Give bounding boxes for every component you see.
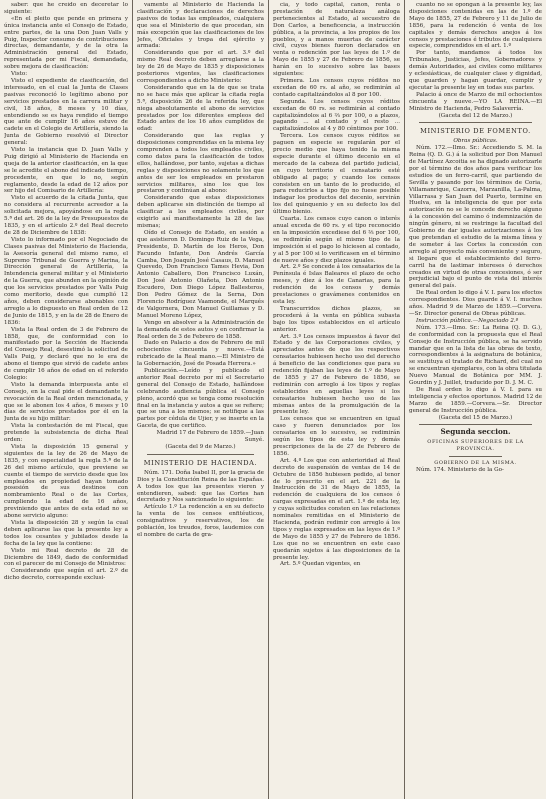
paragraph: Vista la contestación de mi Fiscal, que pretende la subsistencia de dicha Real orden: xyxy=(4,423,128,444)
column-divider xyxy=(404,0,405,799)
paragraph: Los censos que se encuentren en igual caso y fueren denunciados por los censatarios en lo sucesivo, se redimirán según los tipos de esta ley y demás prescripciones de la de 27 de Febrero de 1856. xyxy=(273,416,400,457)
paragraph: Art. 5.º Quedan vigentes, en xyxy=(280,561,361,568)
paragraph: Núm. 173.—Ilmo. Sr.: La Reina (Q. D. G.), de conformidad con la propuesta que el Real Consejo de Instrucción pública, se ha servido mandar que en la lista de las obras de texto, correspondientes á la asignatura de botánica, se sustituya el tratado de Richard, del cual no se encuentran ejemplares, con la obra titulada Nuevo Manual de Botánica por MM. J. Gourdin y J. Juillet, traducido por D. J. M. C. xyxy=(409,324,542,387)
subheading: Obras públicas. xyxy=(453,138,498,145)
text-column-2 xyxy=(137,2,264,795)
paragraph: Art. 4.º Los que con anterioridad al Real decreto de suspensión de ventas de 14 de Octubre de 1856 hubiesen pedido, al tenor de lo prescrito en el art. 221 de la Instrucción de 31 de Mayo de 1855, la redención de cualquiera de los censos ó cargas expresadas en el art. 1.º de esta ley, y cuyas solicitudes consten en las relaciones nominales remitidas en el Ministerio de Hacienda, podrán redimir con arreglo á los tipos y reglas expresados en las leyes de 1.º de Mayo de 1855 y 27 de Febrero de 1856. Los que no se encuentren en este caso quedarán sujetos á las disposiciones de la presente ley. xyxy=(273,457,400,561)
paragraph: Visto lo informado por el Negociado de Clases pasivas del Ministerio de Hacienda, la Asesoría general del mismo ramo, el Supremo Tribunal de Guerra y Marina, la Dirección general de Artillería, la Intendencia general militar y el Ministerio de la Guerra, que abunden en la opinión de que los servicios prestados por Valls Puig como meritorio, desde que cumplió 12 años, deben considerarse abonables con arreglo a lo dispuesto en Real orden de 12 de Junio de 1815, y en la de 28 de Enero de 1836: xyxy=(4,236,128,326)
paragraph: Considerando que según el art. 2.º de dicho decreto, corresponde exclusi- xyxy=(4,568,128,582)
paragraph: Transcurridos dichos plazos, se procederá á la venta en pública subasta bajo los tipos establecidos en el artículo anterior. xyxy=(273,305,400,333)
paragraph: Cuarta. Los censos cuyo canon o interés anual exceda de 60 rs. y el tipo reconocido en la imposición excediese del 6 ⅔ por 100, se redimirán según el mismo tipo de la imposición si el pago lo hiciesen al contado, y al 5 por 100 si lo verificasen en el término de nueve años y diez plazos iguales. xyxy=(273,216,400,264)
paragraph: Núm. 174. Ministerio de la Go- xyxy=(416,467,504,474)
paragraph: Oído el Consejo de Estado, en sesión a que asistieron D. Domingo Ruiz de la Vega, Presidente, D. Martín de los Heros, Don Facundo Infante, Don Andrés García Camba, Don Joaquín José Casaus, D. Manuel Quevedo, Don Francisco Tames Hevia, Don Antonio Caballero, Don Francisco Luxán, Don José Antonio Olañeta, Don Antonio Escudero, Don Diego López Ballesteros, Don Pedro Gómez de la Serna, Don Florencio Rodríguez Vaamonde, el Marqués de Valgornera, Don Manuel Guillamas y D. Manuel Moreno López, xyxy=(137,229,264,319)
paragraph: Art. 2.º Se concede á los censatarios de la Península é Islas Baleares el plazo de ocho meses, y diez á los de Canarias, para la redención de los censos y demás prestaciones o gravámenes contenidos en esta ley. xyxy=(273,264,400,305)
paragraph: Considerando que estas disposiciones deben aplicarse sin distinción de tiempo al clasificar a los empleados civiles, por exigirlo así manifiestamente la 28 de las mismas; xyxy=(137,195,264,229)
paragraph: saber: que he creído en deceretar lo siguiente: xyxy=(4,2,128,15)
paragraph: Art. 3.º Los censos impuestos á favor del Estado y de las Corporaciones civiles, y apreciados antes de que los respectivos censatarios hubiesen hecho uso del derecho á beneficio de las condiciones que para su redención fijaban las leyes de 1.º de Mayo de 1855 y 27 de Febrero de 1856, se redimirán con arreglo á los tipos y reglas establecidos en aquellas leyes si los censatarios hubiesen hecho uso de las mismas antes de la promulgación de la presente ley. xyxy=(273,333,400,416)
paragraph: Dado en Palacio a dos de Febrero de mil ochocientos cincuenta y nueve.—Está rubricado de la Real mano.—El Ministro de la Gobernación, José de Posada Herrera.» xyxy=(137,340,264,368)
section-heading: Segunda seccion. xyxy=(440,427,511,437)
paragraph: Vengo en absolver a la Administración de la demanda de estos autos y en confirmar la Real orden de 3 de Febrero de 1858. xyxy=(137,319,264,340)
section-rule xyxy=(147,454,254,455)
paragraph: Núm. 172.—Ilmo. Sr.: Accediendo S. M. la Reina (Q. D. G.) á la solicitud por Don Manuel de Martínez Azcoitia se ha dignado autorizarle por el término de dos años para verificar los estudios de un ferro-carril, que partiendo de Sevilla y pasando por los términos de Coria, Villamanrique, Cazorra, Marzanilla, La-Palma, Villarrasa y San Juan del Puerto, termine en Huelva, en la inteligencia de que por esta autorización no se le concede derecho alguno á la concesión del camino ó indemnización de ningún género, ni se restringe la facultad del Gobierno de dar iguales autorizaciones á los que pretendan el estudio de la misma línea y de someter á las Cortes la concesión con arreglo al proyecto más conveniente y seguro, si llegare que el establecimiento del ferro-carril ha de lastimar intereses ó derechos creados en virtud de otras concesiones, ó ser perjudicial bajo el punto de vista del interés general del país. xyxy=(409,145,542,290)
paragraph: «En el pleito que pende en primera y única instancia ante el Consejo de Estado, entre partes, de la una Don Juan Valls y Puig, Inspector consumo de contribuciones directas, demandante, y de la otra la Administración general del Estado, representada por mi Fiscal, demandada, sobre mejora de clasificación: xyxy=(4,15,128,71)
section-rule xyxy=(419,424,532,425)
paragraph: Núm. 171. Doña Isabel II, por la gracia de Dios y la Constitución Reina de las Españas. A todos los que las presentes vieren y entendieren, sabed: que las Cortes han decretado y Nos sancionado lo siguiente: xyxy=(137,469,264,504)
paragraph: De Real orden lo digo á V. I. para los efectos correspondientes. Dios guarde á V. I. muchos años. Madrid 9 de Marzo de 1859.—Corvera.—Sr. Director general de Obras públicas. xyxy=(409,290,542,317)
section-subheading: OFICINAS SUPERIORES DE LA PROVINCIA. xyxy=(427,439,524,453)
paragraph: Considerando que las reglas y disposiciones comprendidas en la misma ley comprenden a todos los empleados civiles, como datos para la clasificación de todos ellos, hallándose, por tanto, sujetas a dichas reglas y disposiciones no solamente los que antes de ser los empleados en prestaron servicios militares, sino los que los prestaron y continúan al abono: xyxy=(137,133,264,195)
section-rule xyxy=(449,456,502,457)
paragraph: Publicación.—Leído y publicado el anterior Real decreto por mí el Secretario general del Consejo de Estado, hallándose celebrando audiencia pública el Consejo pleno, acordó que se tenga como resolución final en la instancia y autos a que se refiere; que se una a los mismos; se notifique a las partes por cédula de Ujier, y se inserte en la Gaceta, de que certifico. xyxy=(137,368,264,430)
paragraph: Considerando que en la de que se trata no se hace más que aplicar la citada regla 5.ª, disposición 26 de la referida ley, que niega absolutamente el abono de servicios prestados por los diferentes empleos del Estado antes de los 16 años cumplidos de edad: xyxy=(137,84,264,133)
gazette-date-note: (Gaceta del 12 de Marzo.) xyxy=(438,112,513,119)
paragraph: Visto mi Real decreto de 28 de Diciembre de 1849, dado de conformidad con el parecer de mi Consejo de Ministros: xyxy=(4,547,128,568)
paragraph: Segunda. Los censos cuyos réditos excedan de 60 rs. se redimirán al contado capitalizándolos al 6 ⅔ por 100, o a plazos, pagando ... al contado y el resto ... capitalizándolos al 4 y 80 céntimos por 100. xyxy=(273,98,400,133)
paragraph: cuanto no se opongan á la presente ley, las disposiciones contenidas en las de 1.º de Mayo de 1855, 27 de Febrero y 11 de Julio de 1856, para la redención ó venta de los capitales y demás derechos anejos á los censos y prestaciones é tributos de cualquiera especie, comprendidos en el art. 1.º xyxy=(409,2,542,50)
paragraph: Vista la Real orden de 3 de Febrero de 1858, que, de conformidad con lo manifestado por la Sección de Hacienda del Consejo Real, desestimó la solicitud de Valls Puig, y declaró que no le era de abono el tiempo que sirvió de cadete antes de cumplir 16 años de edad en el referido Colegio: xyxy=(4,326,128,381)
gazette-date-note: (Gaceta del 15 de Marzo.) xyxy=(438,414,513,421)
paragraph: vamente al Ministerio de Hacienda la clasificación y declaraciones de derechos pasivos de todas las empleados, cualquiera que sea el Ministerio de que procedan, sin más excepción que las clasificaciones de los Jefes, Oficiales y tropa del ejército y armada: xyxy=(137,2,264,50)
paragraph: Visto la demanda interpuesta ante el Consejo, en la cual pide el demandante la revocación de la Real orden mencionada, y que se le abonen los 4 años, 6 meses y 10 días de servicios prestados por él en la Junta de su hijo militar: xyxy=(4,381,128,423)
paragraph: Primera. Los censos cuyos réditos no excedan de 60 rs. al año, se redimirán al contado capitalizándolos al 8 por 100. xyxy=(273,77,400,98)
paragraph: Vista la disposición 15 general y siguientes de la ley de 26 de Mayo de 1835, y con especialidad la regla 5.ª de la 26 del mismo artículo, que previene se cuente el tiempo de servicio desde que los empleados en propiedad hayan tomado posesión de sus destinos con nombramiento Real o de las Cortes, cumpliendo la edad de 16 años, previniendo que antes de esta edad no se abone servicio alguno: xyxy=(4,444,128,520)
subheading: Instrucción pública.—Negociado 2.º xyxy=(416,317,519,324)
ministry-heading: MINISTERIO DE FOMENTO. xyxy=(420,127,531,136)
paragraph: Visto la instancia que D. Juan Valls y Puig dirigió al Ministerio de Hacienda en queja de la anterior clasificación, en la que se le acredite el abono del indicado tiempo, procedente, en que lo no, según reglamento, desde la edad de 12 años por ser hijo del Comisario de Artillería: xyxy=(4,147,128,195)
paragraph: Visto el acuerdo de la citada Junta, que no considera al recurrente acreedor a la solicitada mejora, apoyándose en la regla 5.ª del art. 26 de la ley de Presupuestos de 1835, y en el artículo 2.º del Real decreto de 28 de Diciembre de 1838: xyxy=(4,195,128,236)
paragraph: Visto: xyxy=(11,71,28,78)
paragraph: Vista la disposición 28 y según la cual deben aplicarse las que la presente ley a todos los cesantes y jubilados desde la fecha de la ley que la contiene: xyxy=(4,519,128,547)
signature-line: Madrid 17 de Febrero de 1859.—Juan Sunyé. xyxy=(156,430,264,444)
column-divider xyxy=(132,0,133,799)
paragraph: cia, y todo capital, canon, renta o prestación de naturaleza análoga pertenecientes al Estado, al secuestro de Don Carlos, a beneficencia, a instrucción pública, a la provincia, a los propios de los pueblos, y a manos muertas de carácter civil, cuyos bienes fueron declarados en venta o redención por las leyes de 1.º de Mayo de 1855 y 27 de Febrero de 1856, se harán en lo sucesivo sobre las bases siguientes: xyxy=(273,2,400,78)
paragraph: Artículo 1.º La redención a en su defecto la venta de los censos enfitéuticos, consignativos y reservativos, los de población, los treudos, foros, laudemios con el nombre de carta de gra- xyxy=(137,504,264,538)
section-rule xyxy=(419,122,532,123)
paragraph: Visto el expediente de clasificación, del interesado, en el cual la Junta de Clases pasivas reconoció lo legítimo abono por servicios prestados en la carrera militar y civil, 18 años, 8 meses y 10 días, entendiendo se es haya rendido el tiempo que ante de cumplir 16 años estuvo de cadete en el Colegio de Artillería, siendo la Junta de Gobierno resolvió el Director general: xyxy=(4,77,128,147)
ministry-heading: MINISTERIO DE HACIENDA. xyxy=(143,458,258,467)
paragraph: Palacio á once de Marzo de mil ochocientos cincuenta y nueve.—YO LA REINA.—El Ministro de Hacienda, Pedro Salaverría. xyxy=(409,91,542,112)
text-column-1 xyxy=(4,2,128,795)
paragraph: Por tanto, mandamos á todos los Tribunales, Justicias, Jefes, Gobernadores y demás Autoridades, así civiles como militares y eclesiásticas, de cualquier clase y dignidad, que guarden y hagan guardar, cumplir y ejecutar la presente ley en todas sus partes. xyxy=(409,50,542,91)
text-column-4 xyxy=(409,2,542,795)
column-divider xyxy=(268,0,269,799)
gazette-date-note: (Gaceta del 9 de Marzo.) xyxy=(165,444,236,450)
section-subheading: GOBIERNO DE LA MISMA. xyxy=(434,460,517,467)
paragraph: Considerando que por el art. 3.º del mismo Real decreto deben arreglarse a la ley de 26 de Mayo de 1835 y disposiciones posteriores vigentes, las clasificaciones correspondientes a dicho Ministerio: xyxy=(137,50,264,84)
paragraph: De Real orden lo digo á V. I. para su inteligencia y efectos oportunos. Madrid 12 de Marzo de 1859.—Corvera.—Sr. Director general de Instrucción pública. xyxy=(409,386,542,414)
text-column-3 xyxy=(273,2,400,795)
paragraph: Tercera. Los censos cuyos réditos se paguen en especie se regularán por el precio medio que haya tenido la misma especie durante el último decenio en el mercado de la cabeza del partido judicial, en cuyo territorio el censatario esté obligado al pago; y cuando los censos consisten en un tanto de lo producido, el para reducirlos a tipo fijo no fuese posible indagar los productos del decenio, servirán los del quinquenio y en su defecto los del último bienio. xyxy=(273,133,400,216)
